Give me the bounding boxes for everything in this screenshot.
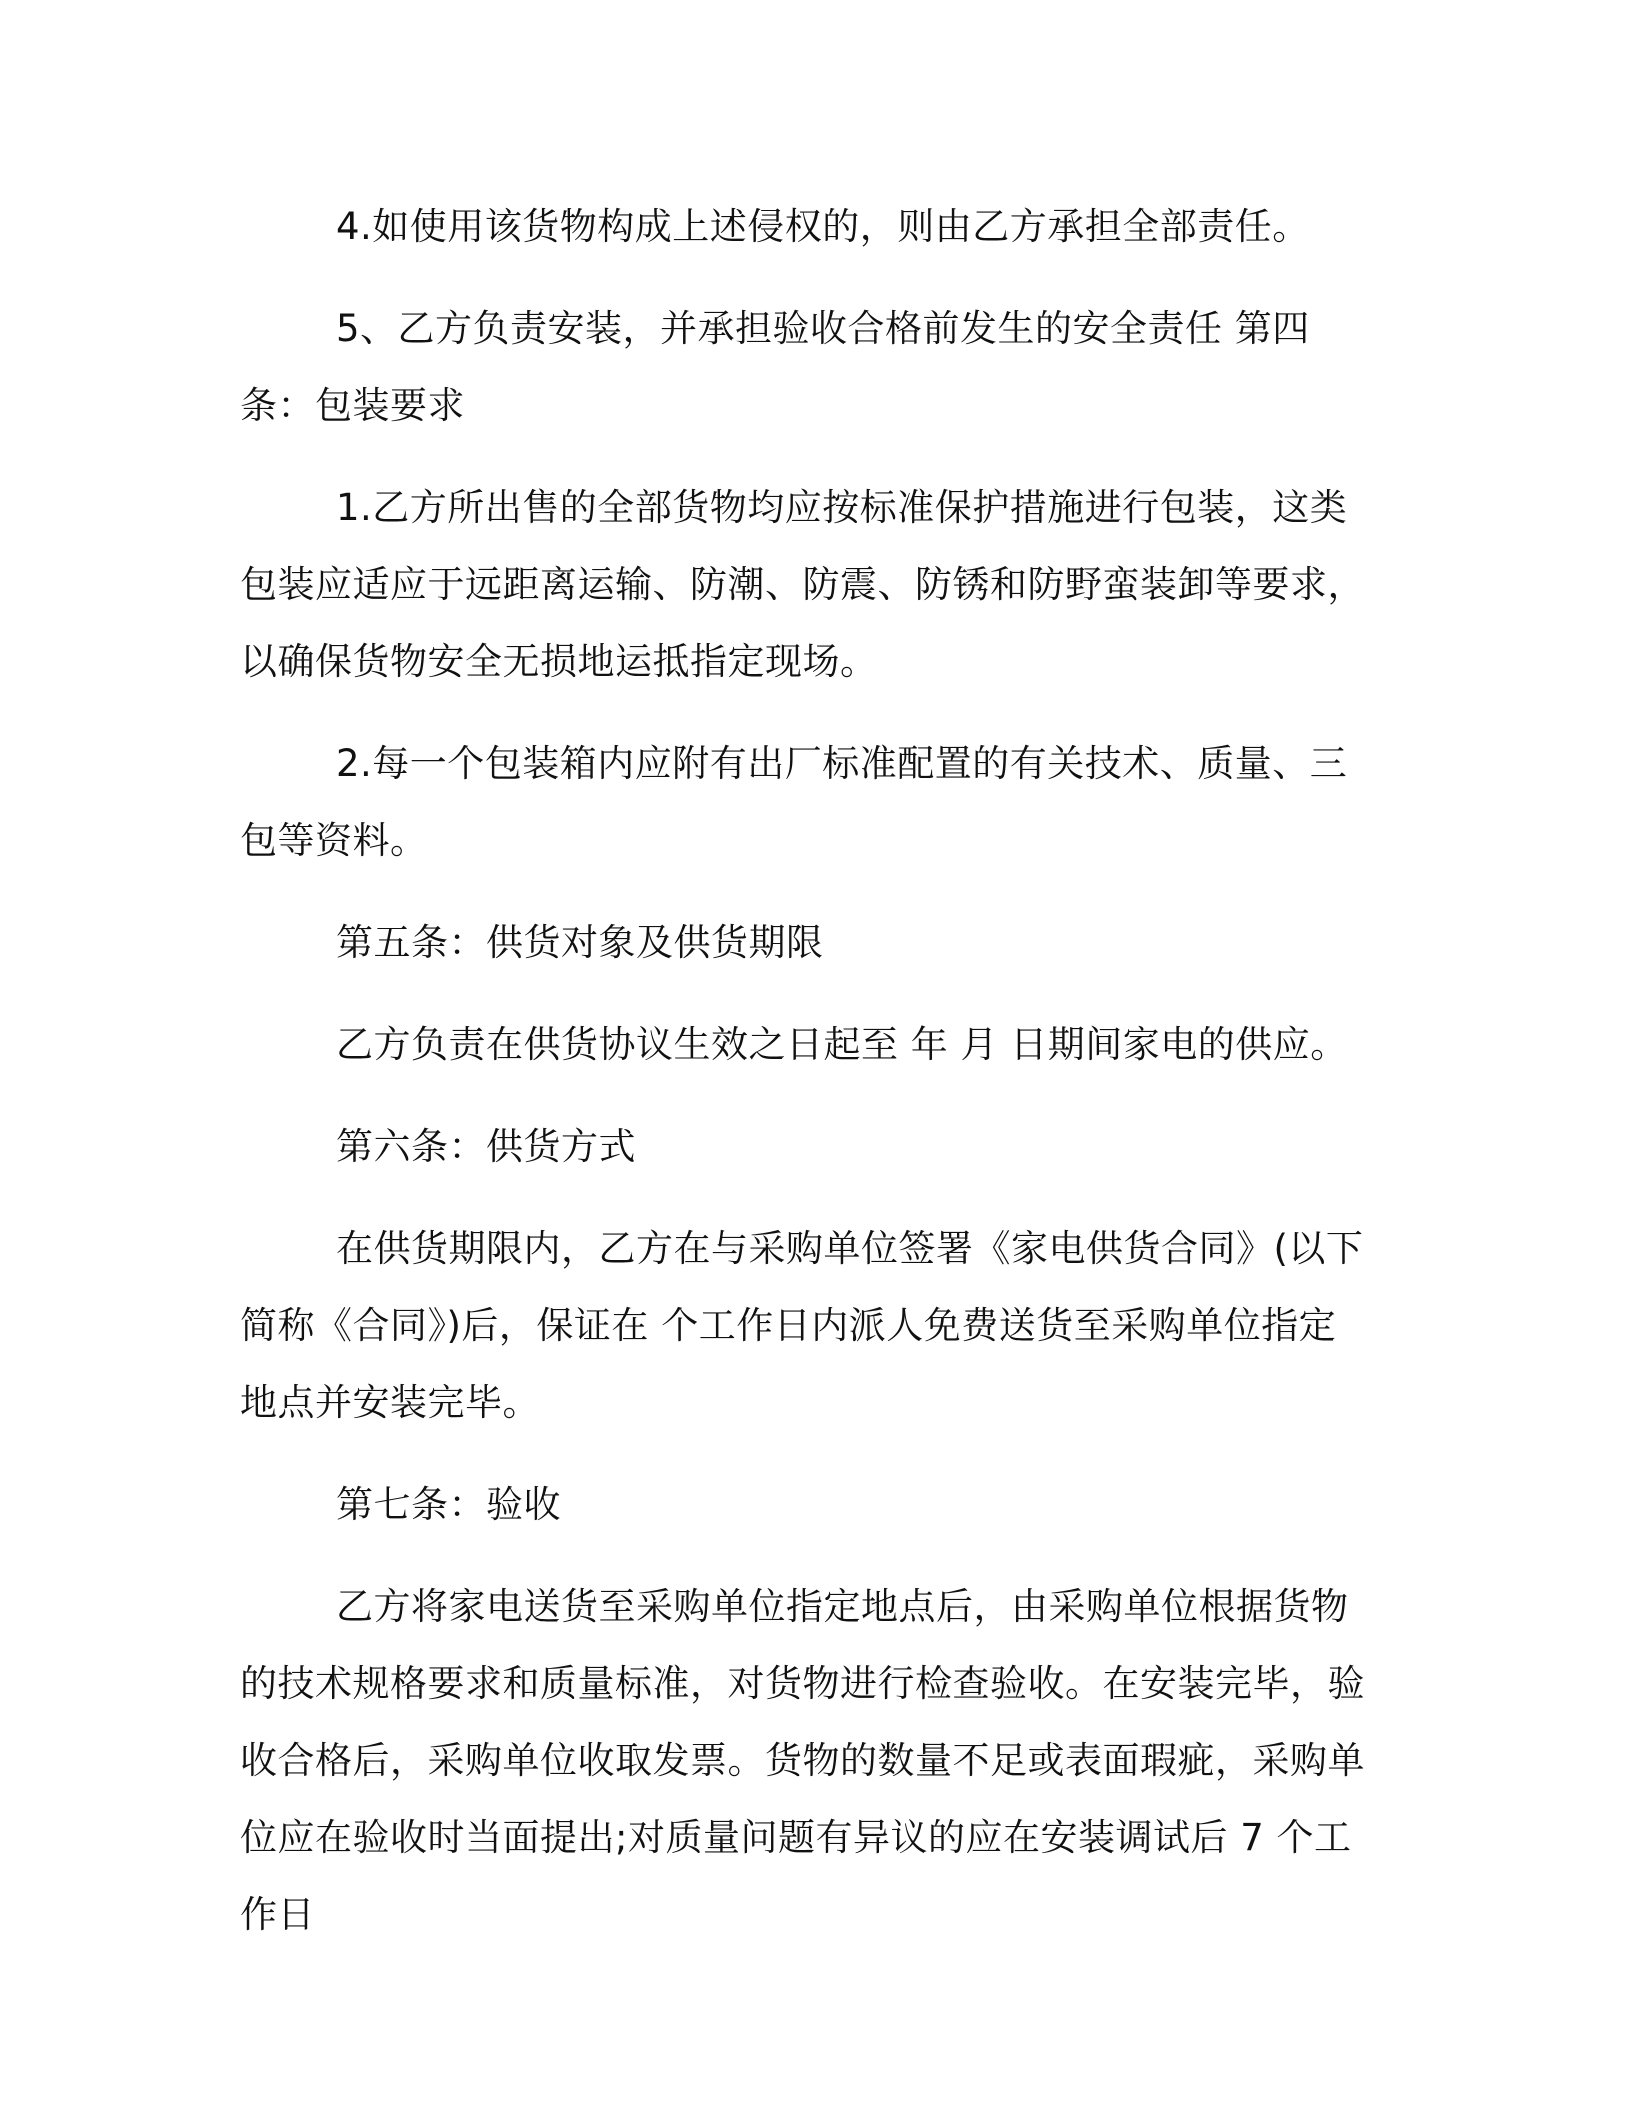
- paragraph-supply-period: 乙方负责在供货协议生效之日起至 年 月 日期间家电的供应。: [336, 1023, 1348, 1066]
- heading-article-5: 第五条：供货对象及供货期限: [336, 921, 824, 964]
- paragraph-clause-5-and-article-4-heading: 5、乙方负责安装，并承担验收合格前发生的安全责任 第四条：包装要求: [240, 307, 1310, 427]
- paragraph-packaging-2: 2.每一个包装箱内应附有出厂标准配置的有关技术、质量、三包等资料。: [240, 742, 1348, 862]
- heading-article-7: 第七条：验收: [336, 1483, 561, 1526]
- paragraph-supply-method: 在供货期限内，乙方在与采购单位签署《家电供货合同》(以下简称《合同》)后，保证在 个工作日内派人免费送货至采购单位指定地点并安装完毕。: [240, 1227, 1364, 1424]
- heading-article-6: 第六条：供货方式: [336, 1125, 636, 1168]
- paragraph-clause-4: 4.如使用该货物构成上述侵权的，则由乙方承担全部责任。: [336, 205, 1310, 248]
- paragraph-acceptance: 乙方将家电送货至采购单位指定地点后，由采购单位根据货物的技术规格要求和质量标准，对货物进行检查验收。在安装完毕，验收合格后，采购单位收取发票。货物的数量不足或表面瑕疵，采购单位应在验收时当面提出;对质量问题有异议的应在安装调试后 7 个工作日: [240, 1585, 1365, 1936]
- paragraph-packaging-1: 1.乙方所出售的全部货物均应按标准保护措施进行包装，这类包装应适应于远距离运输、防潮、防震、防锈和防野蛮装卸等要求，以确保货物安全无损地运抵指定现场。: [240, 486, 1365, 683]
- document-body: [240, 188, 1372, 1978]
